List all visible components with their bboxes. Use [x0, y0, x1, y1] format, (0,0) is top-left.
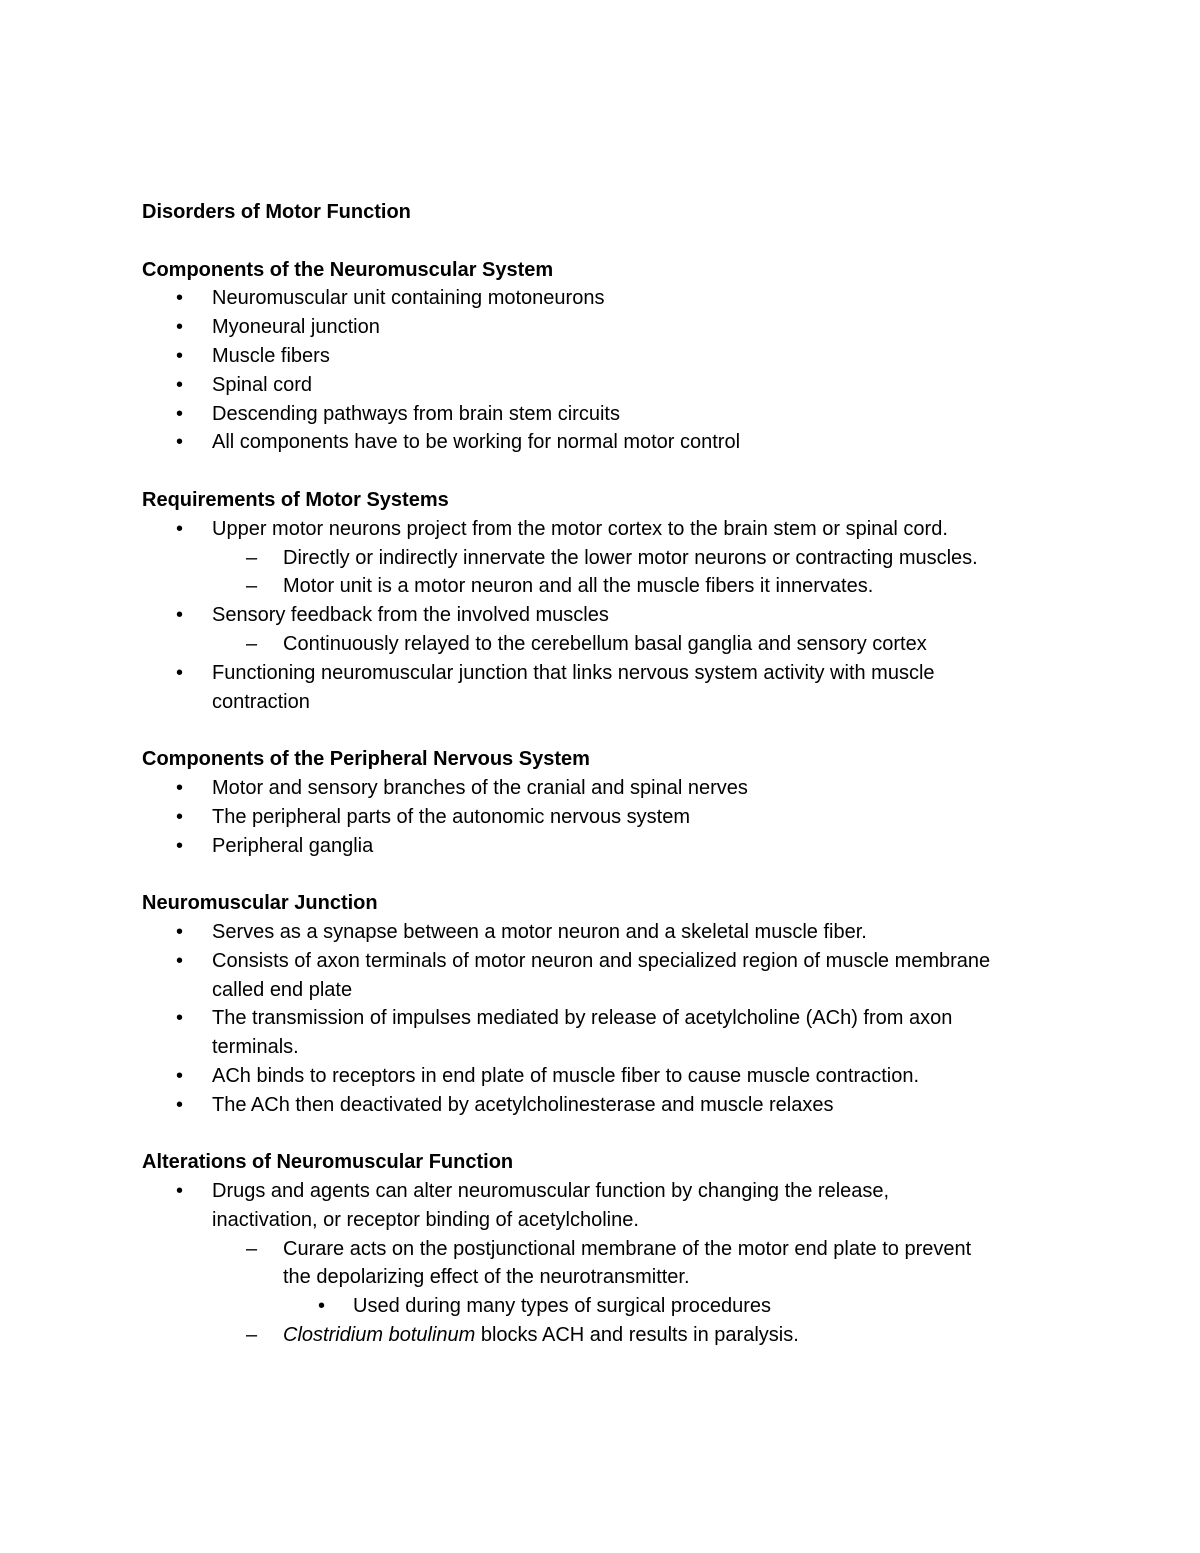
bullet-icon: •: [176, 517, 184, 540]
bullet-icon: •: [176, 1180, 184, 1203]
bullet-icon: •: [176, 1093, 184, 1116]
bullet-icon: •: [176, 287, 184, 310]
list-subitem: – Directly or indirectly innervate the lower motor neurons or contracting muscles.: [142, 544, 1072, 573]
list-item: • The peripheral parts of the autonomic nervous system: [142, 803, 1072, 832]
dash-icon: –: [246, 1237, 258, 1260]
list-subitem: – Curare acts on the postjunctional membrane of the motor end plate to prevent: [142, 1235, 1072, 1264]
list-item-continuation: contraction: [212, 690, 310, 713]
species-name: Clostridium botulinum: [283, 1324, 476, 1347]
list-item: • Upper motor neurons project from the motor cortex to the brain stem or spinal cord.: [142, 515, 1072, 544]
list-item: • Functioning neuromuscular junction that links nervous system activity with muscle: [142, 659, 1072, 688]
dash-icon: –: [246, 575, 258, 598]
bullet-icon: •: [176, 373, 184, 396]
list-item: • Descending pathways from brain stem circuits: [142, 400, 1072, 429]
document-title: Disorders of Motor Function: [142, 201, 411, 223]
section-heading: Requirements of Motor Systems: [142, 488, 449, 511]
bullet-icon: •: [176, 431, 184, 454]
bullet-icon: •: [176, 776, 184, 799]
list-item-continuation: called end plate: [212, 978, 353, 1001]
bullet-icon: •: [318, 1295, 326, 1318]
list-item: • Myoneural junction: [142, 313, 1072, 342]
list-item: • Motor and sensory branches of the cranial and spinal nerves: [142, 774, 1072, 803]
bullet-icon: •: [176, 604, 184, 627]
list-item: • Neuromuscular unit containing motoneurons: [142, 284, 1072, 313]
section-heading: Neuromuscular Junction: [142, 892, 378, 915]
bullet-icon: •: [176, 661, 184, 684]
bullet-icon: •: [176, 920, 184, 943]
bullet-icon: •: [176, 316, 184, 339]
dash-icon: –: [246, 1324, 258, 1347]
dash-icon: –: [246, 632, 258, 655]
list-item: • Muscle fibers: [142, 342, 1072, 371]
spacer: [142, 457, 1072, 486]
list-item: • Spinal cord: [142, 371, 1072, 400]
list-item: • Sensory feedback from the involved muscles: [142, 601, 1072, 630]
list-item: • All components have to be working for normal motor control: [142, 428, 1072, 457]
list-item: • The ACh then deactivated by acetylcholinesterase and muscle relaxes: [142, 1091, 1072, 1120]
list-item: • Serves as a synapse between a motor neuron and a skeletal muscle fiber.: [142, 918, 1072, 947]
list-item: • ACh binds to receptors in end plate of muscle fiber to cause muscle contraction.: [142, 1062, 1072, 1091]
list-item: • Drugs and agents can alter neuromuscular function by changing the release,: [142, 1177, 1072, 1206]
list-item-continuation: inactivation, or receptor binding of acetylcholine.: [212, 1208, 639, 1231]
spacer: [142, 716, 1072, 745]
list-subitem: – Motor unit is a motor neuron and all the muscle fibers it innervates.: [142, 572, 1072, 601]
section-heading: Components of the Neuromuscular System: [142, 258, 554, 281]
bullet-icon: •: [176, 949, 184, 972]
document-body: [142, 198, 1072, 1350]
bullet-icon: •: [176, 834, 184, 857]
bullet-icon: •: [176, 344, 184, 367]
bullet-icon: •: [176, 805, 184, 828]
list-subitem: – Continuously relayed to the cerebellum basal ganglia and sensory cortex: [142, 630, 1072, 659]
list-item: • The transmission of impulses mediated by release of acetylcholine (ACh) from axon: [142, 1004, 1072, 1033]
list-item: • Peripheral ganglia: [142, 832, 1072, 861]
spacer: [142, 227, 1072, 256]
bullet-icon: •: [176, 402, 184, 425]
bullet-icon: •: [176, 1064, 184, 1087]
spacer: [142, 860, 1072, 889]
list-subsubitem: • Used during many types of surgical procedures: [142, 1292, 1072, 1321]
dash-icon: –: [246, 546, 258, 569]
section-heading: Components of the Peripheral Nervous System: [142, 748, 590, 771]
bullet-icon: •: [176, 1007, 184, 1030]
list-item-continuation: terminals.: [212, 1036, 299, 1059]
spacer: [142, 1120, 1072, 1149]
list-subitem-continuation: the depolarizing effect of the neurotransmitter.: [283, 1266, 690, 1289]
section-heading: Alterations of Neuromuscular Function: [142, 1151, 514, 1174]
list-subitem: – Clostridium botulinum blocks ACH and results in paralysis.: [142, 1321, 1072, 1350]
list-item: • Consists of axon terminals of motor neuron and specialized region of muscle membrane: [142, 947, 1072, 976]
